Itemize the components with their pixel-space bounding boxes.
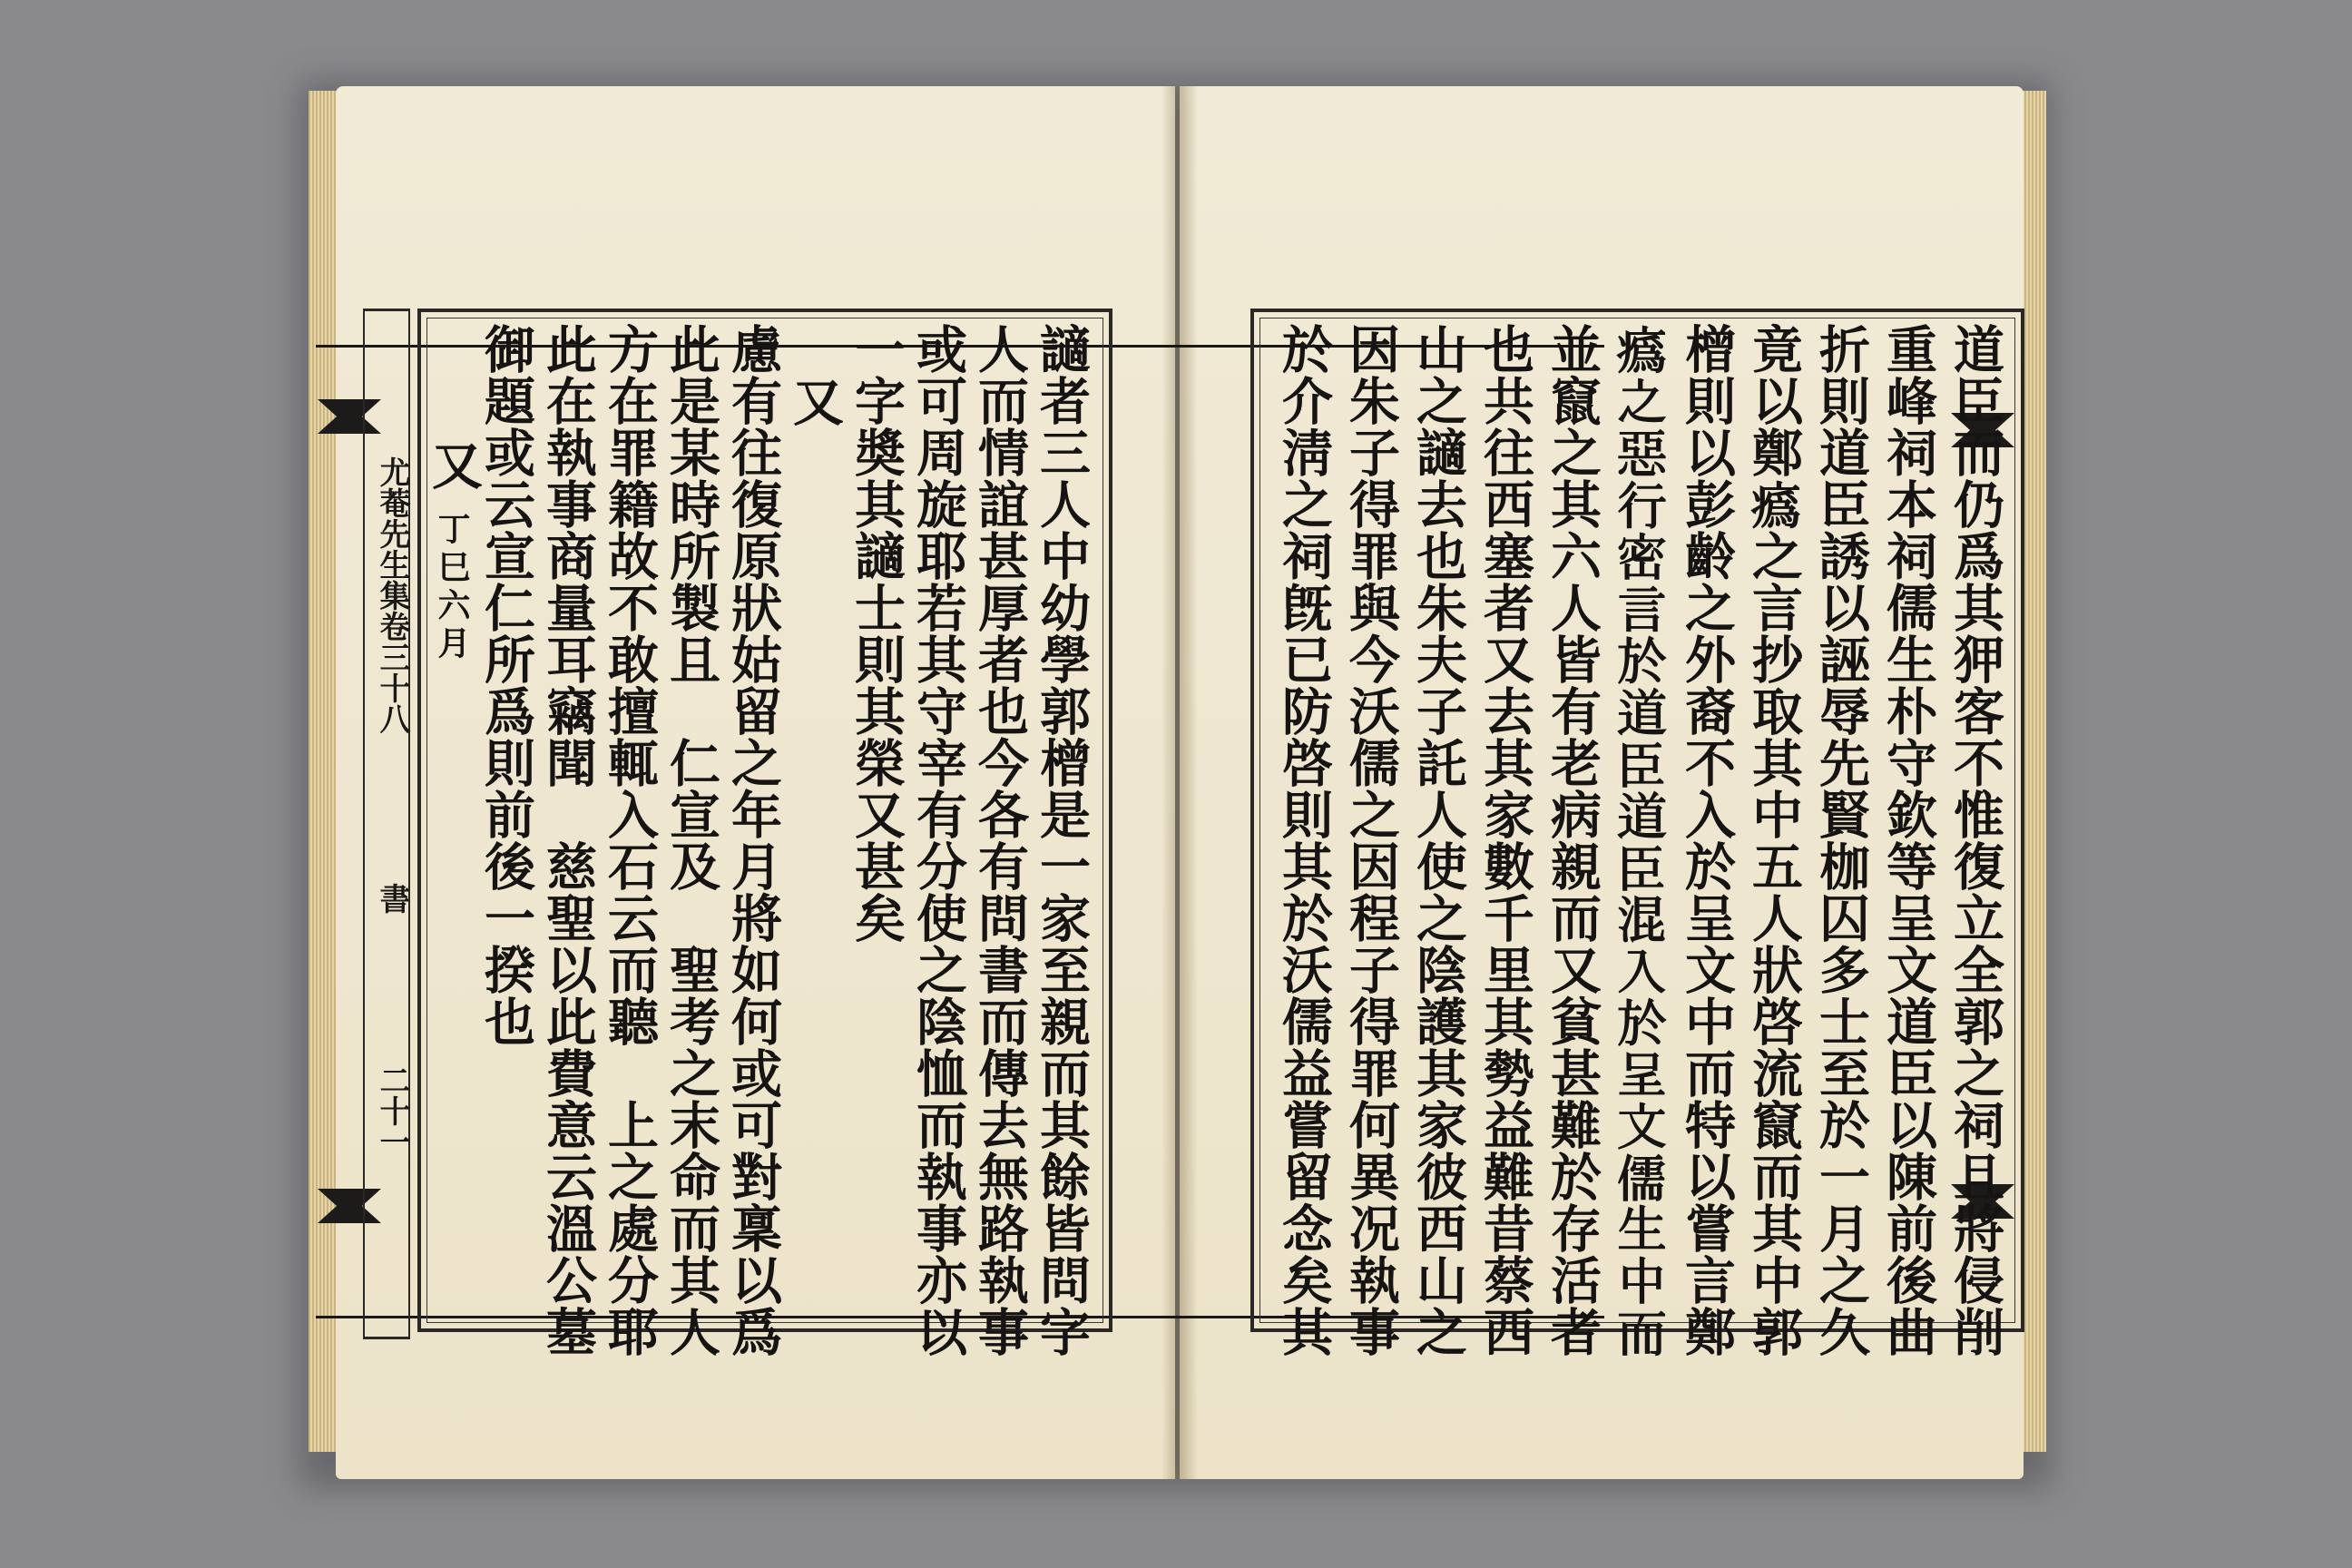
text-column: 因朱子得罪與今沃儒之因程子得罪何異况執事 [1341, 323, 1401, 1357]
text-column: 一字奬其讁士則其榮又甚矣 [847, 323, 906, 944]
book-title: 尤菴先生集卷三十八 [374, 456, 410, 734]
text-column: 於介淸之祠旣已防啓則其於沃儒益嘗留念矣其 [1274, 323, 1334, 1357]
text-column: 又 [785, 376, 845, 427]
text-column: 方在罪籍故不敢擅輒入石云而聽 上之處分耶 [600, 323, 660, 1357]
heading-label: 又 [424, 439, 484, 491]
text-column: 道臣而仍爲其狎客不惟復立全郭之祠且將侵削 [1945, 323, 2005, 1357]
text-column: 御題或云宣仁所爲則前後一揆也 [476, 323, 536, 1047]
text-column: 慮有往復原狀姑留之年月將如何或可對稟以爲 [723, 323, 783, 1357]
page-number: 二十一 [374, 1064, 410, 1157]
book-gutter [1161, 86, 1198, 1479]
left-page-text-frame [417, 309, 1112, 1357]
text-column: 此在執事商量耳竊聞 慈聖以此費意云溫公墓 [538, 323, 598, 1357]
text-column: 也共往西塞者又去其家數千里其勢益難昔蔡西 [1475, 323, 1535, 1357]
left-page-center-column [363, 309, 410, 1339]
text-column: 山之讁去也朱夫子託人使之陰護其家彼西山之 [1408, 323, 1468, 1357]
text-column: 折則道臣誘以誣辱先賢枷囚多士至於一月之久 [1811, 323, 1871, 1357]
text-column: 讁者三人中幼學郭橧是一家至親而其餘皆問字 [1032, 323, 1092, 1357]
right-page-text-frame [1250, 309, 2024, 1357]
text-column: 重峰祠本祠儒生朴守欽等呈文道臣以陳前後曲 [1878, 323, 1938, 1357]
letter-date: 丁巳六月 [433, 512, 471, 664]
text-column: 橧則以彭齡之外裔不入於呈文中而特以嘗言鄭 [1677, 323, 1737, 1357]
text-column: 或可周旋耶若其守宰有分使之陰恤而執事亦以 [908, 323, 968, 1357]
text-column: 竟以鄭𤺉之言抄取其中五人狀啓流竄而其中郭 [1744, 323, 1804, 1357]
text-column: 𤺉之惡行密言於道臣道臣混入於呈文儒生中而 [1610, 323, 1670, 1357]
text-column: 人而情誼甚厚者也今各有問書而傳去無路執事 [970, 323, 1030, 1357]
text-column: 並竄之其六人皆有老病親而又貧甚難於存活者 [1543, 323, 1602, 1357]
section-label: 書 [374, 883, 410, 914]
text-column: 此是某時所製且 仁宣及 聖考之末命而其人 [662, 323, 721, 1357]
